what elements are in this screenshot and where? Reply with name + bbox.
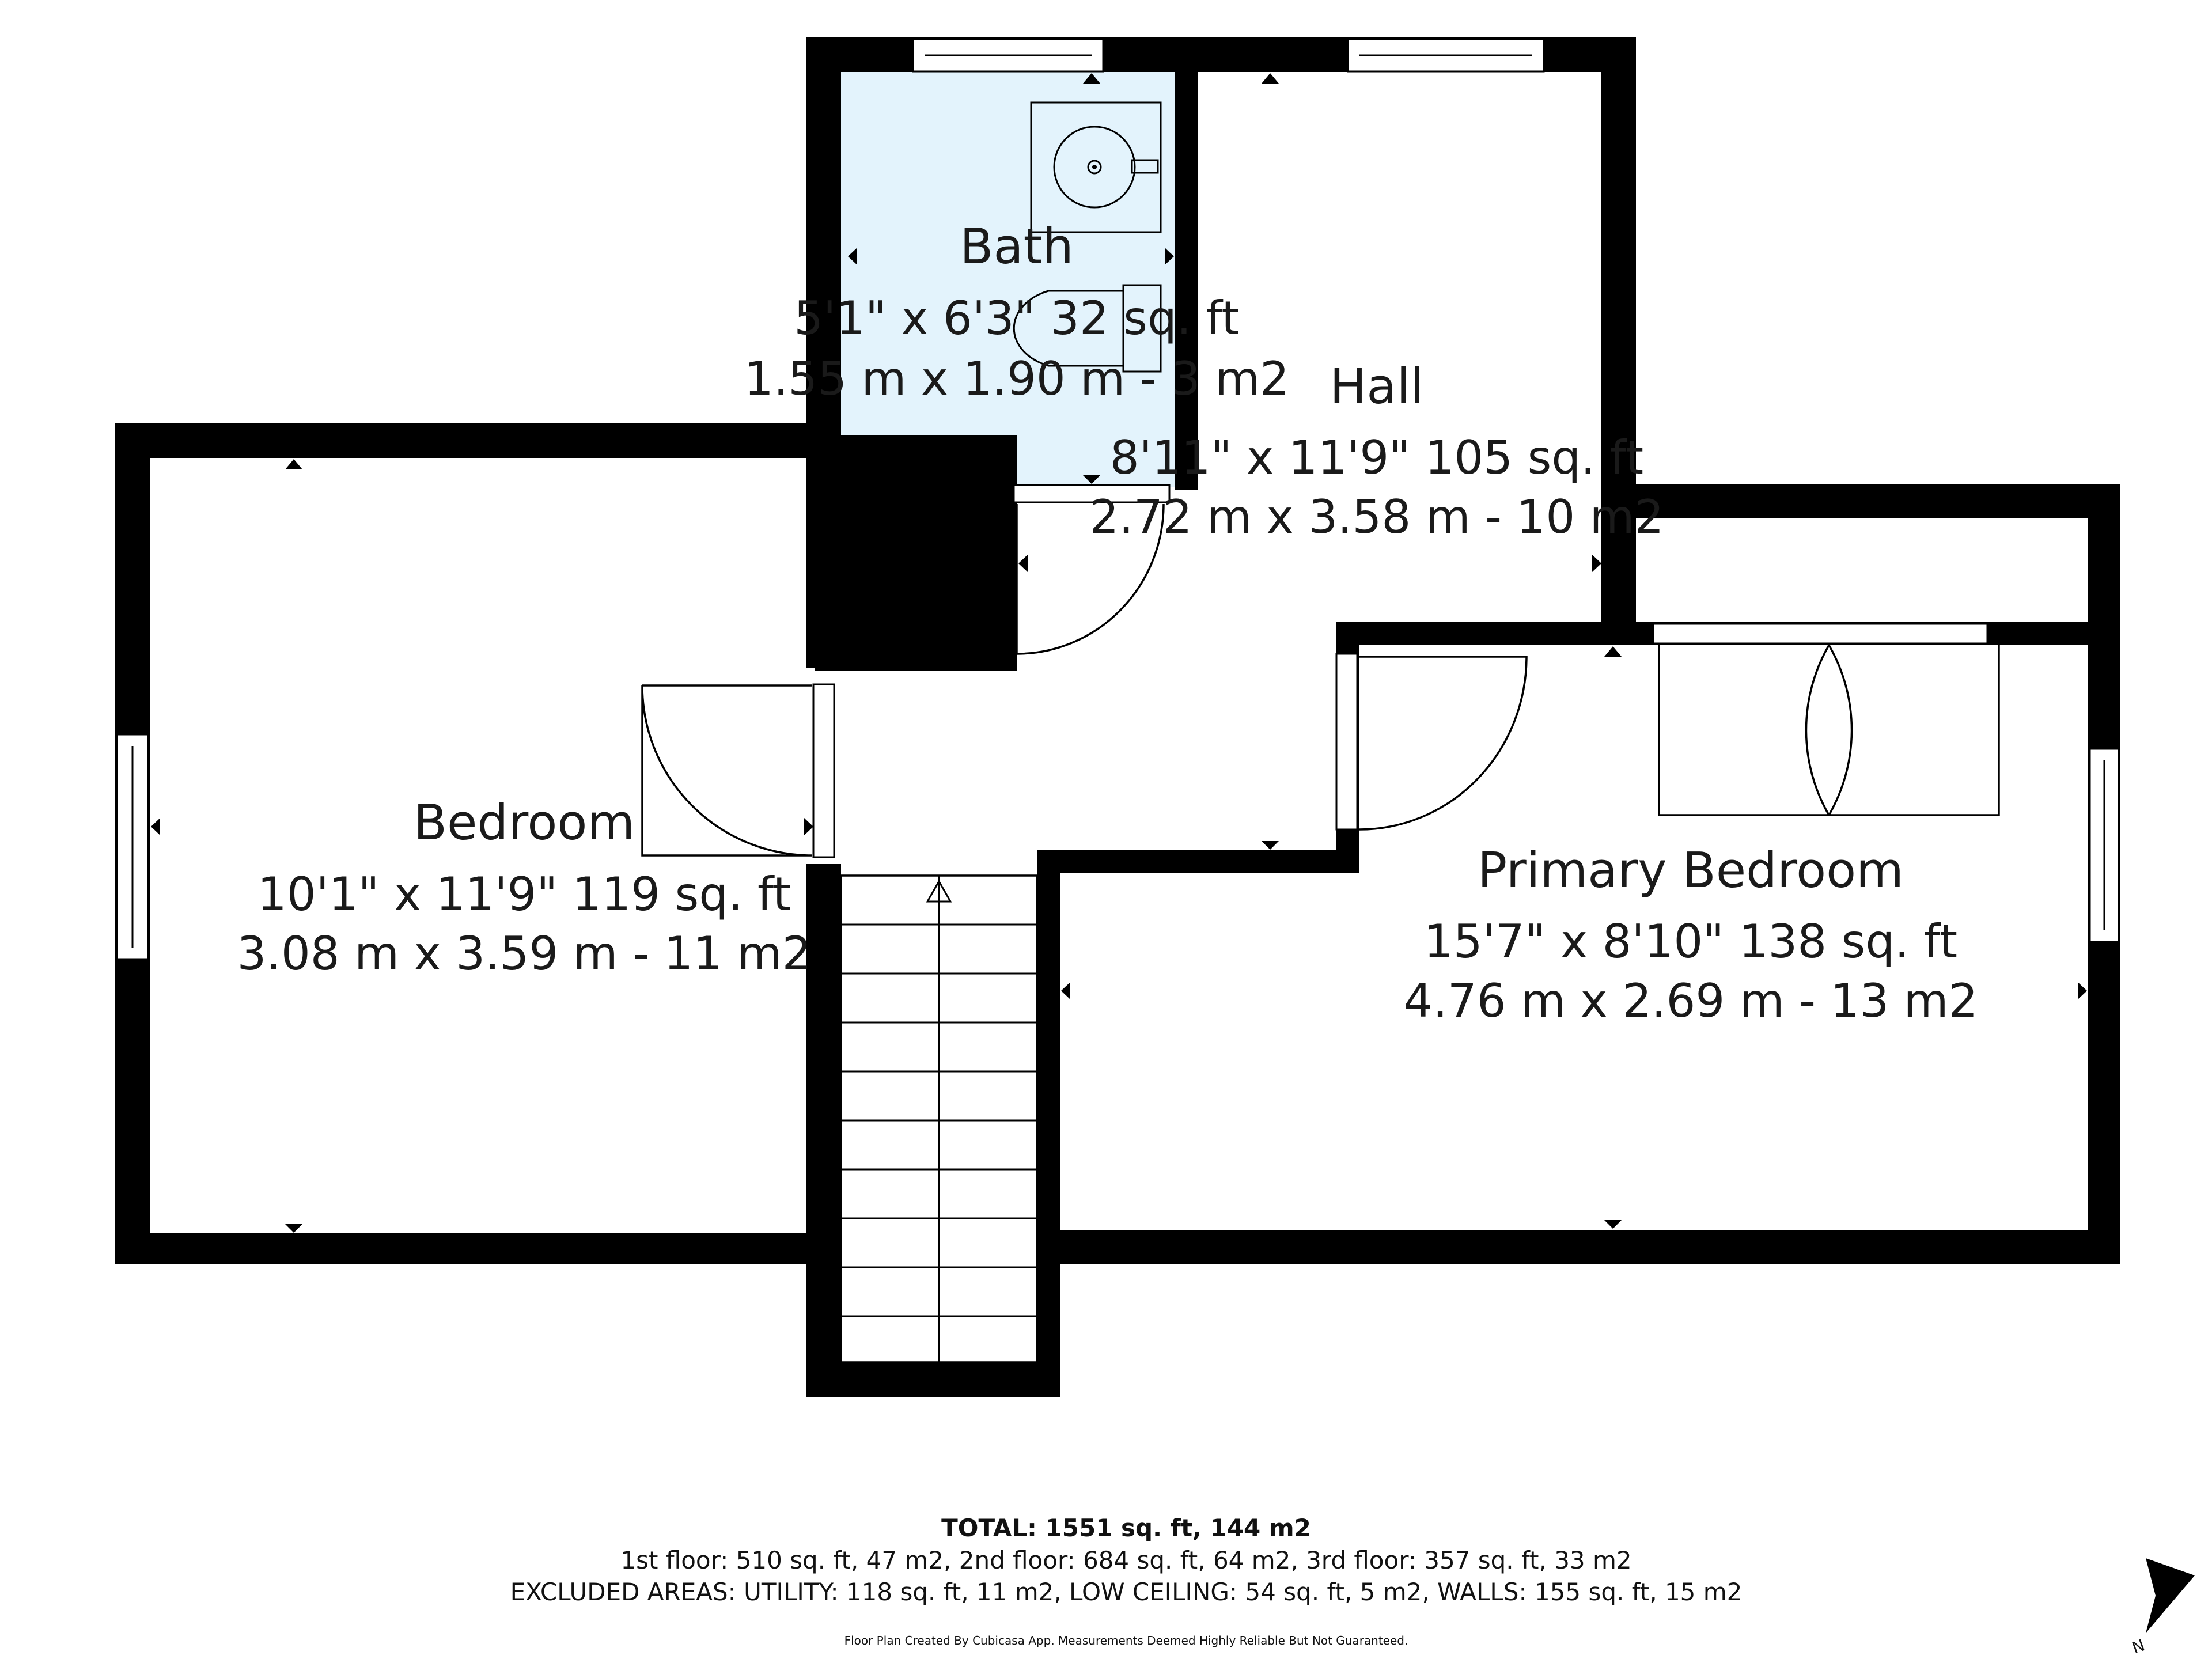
floor-areas: 1st floor: 510 sq. ft, 47 m2, 2nd floor: 684 sq. ft, 64 m2, 3rd floor: 357 sq. ft, 33 m2 <box>620 1546 1632 1574</box>
footer <box>510 1514 1743 1647</box>
primary-bedroom-window <box>2090 749 2119 942</box>
primary-bedroom-name: Primary Bedroom <box>1478 842 1904 899</box>
bath-dim-imperial: 5'1" x 6'3" 32 sq. ft <box>794 291 1240 345</box>
bath-floor <box>841 72 1184 487</box>
bath-dim-metric: 1.55 m x 1.90 m - 3 m2 <box>744 352 1290 406</box>
bedroom-label <box>237 794 812 980</box>
compass-label: N <box>2129 1635 2147 1658</box>
primary-door-swing <box>1359 657 1527 830</box>
bedroom-window <box>117 734 148 959</box>
closet-door-left <box>1659 645 1852 815</box>
bath-window <box>913 39 1103 71</box>
bedroom-dim-imperial: 10'1" x 11'9" 119 sq. ft <box>257 868 791 921</box>
bedroom-dim-metric: 3.08 m x 3.59 m - 11 m2 <box>237 927 812 980</box>
credit-note: Floor Plan Created By Cubicasa App. Measurements Deemed Highly Reliable But Not Guaranteed. <box>844 1634 1408 1647</box>
closet-opening <box>1653 624 1987 643</box>
total-area: TOTAL: 1551 sq. ft, 144 m2 <box>941 1514 1311 1542</box>
bedroom-name: Bedroom <box>413 794 635 851</box>
primary-bedroom-dim-metric: 4.76 m x 2.69 m - 13 m2 <box>1403 974 1978 1028</box>
primary-bedroom-dim-imperial: 15'7" x 8'10" 138 sq. ft <box>1423 915 1958 968</box>
primary-bedroom-label <box>1404 842 1978 1028</box>
hall-window <box>1348 39 1544 71</box>
hall-dim-imperial: 8'11" x 11'9" 105 sq. ft <box>1109 431 1644 484</box>
hall-name: Hall <box>1330 358 1424 415</box>
closet-door-right <box>1806 645 1999 815</box>
bedroom-door-swing <box>642 685 812 855</box>
north-arrow-icon <box>2146 1558 2195 1633</box>
excluded-areas: EXCLUDED AREAS: UTILITY: 118 sq. ft, 11 m2, LOW CEILING: 54 sq. ft, 5 m2, WALLS: 155 sq. ft, 15 m2 <box>510 1578 1743 1606</box>
hall-dim-metric: 2.72 m x 3.58 m - 10 m2 <box>1089 490 1664 544</box>
stairs <box>841 876 1037 1362</box>
bath-name: Bath <box>960 218 1074 275</box>
